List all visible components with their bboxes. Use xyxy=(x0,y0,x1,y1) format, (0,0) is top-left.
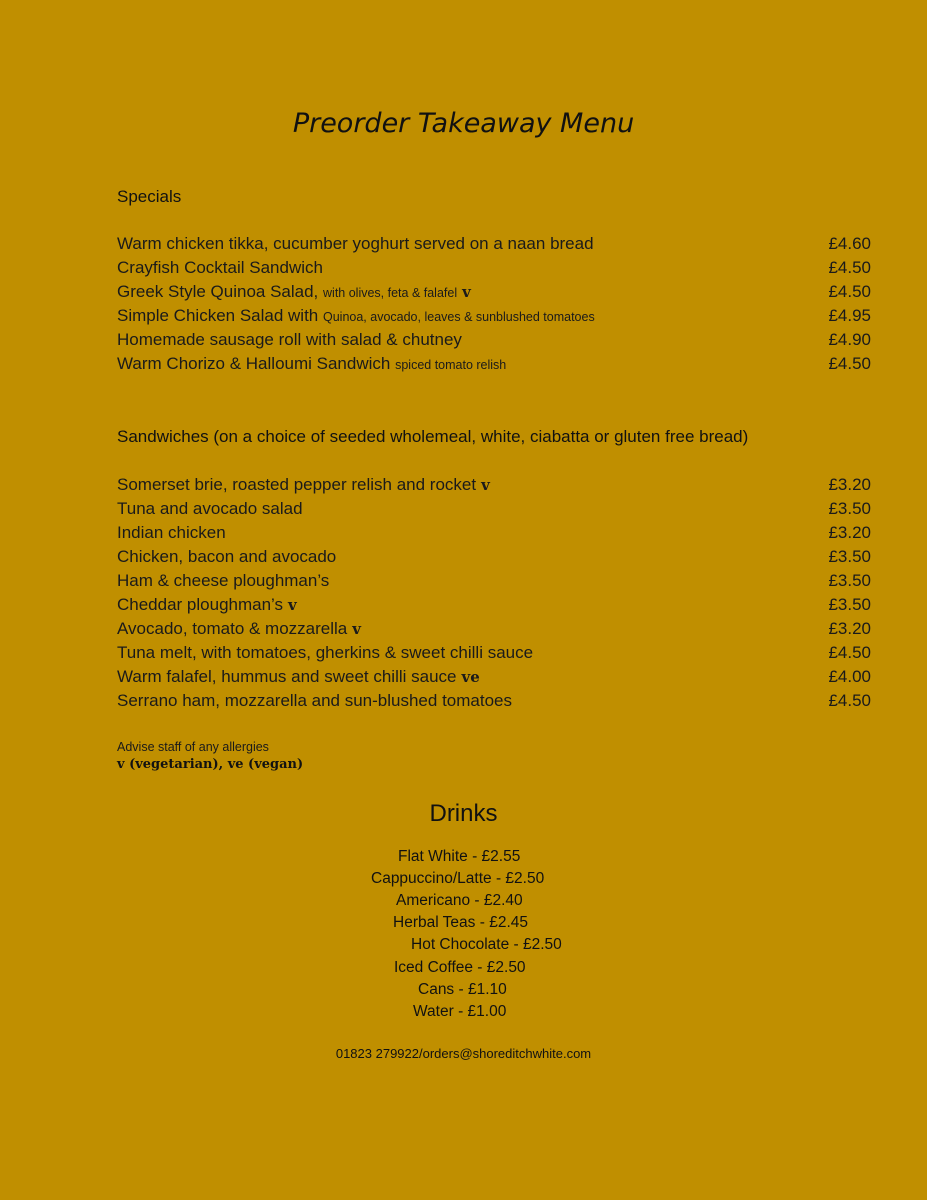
menu-item xyxy=(117,499,871,523)
sandwiches-list xyxy=(117,475,871,715)
menu-item xyxy=(117,571,871,595)
vegetarian-badge: v xyxy=(288,596,297,614)
item-price: £3.20 xyxy=(828,619,871,638)
contact-info: 01823 279922/orders@shoreditchwhite.com xyxy=(335,1046,592,1061)
dietary-key: v (vegetarian), ve (vegan) xyxy=(117,757,304,772)
drink-item: Flat White - £2.55 xyxy=(398,848,521,865)
specials-list xyxy=(117,234,871,378)
item-price: £4.95 xyxy=(828,306,871,325)
sandwiches-heading: Sandwiches (on a choice of seeded wholemeal, white, ciabatta or gluten free bread) xyxy=(117,427,749,446)
menu-item xyxy=(117,234,871,258)
item-price: £4.60 xyxy=(828,234,871,253)
menu-item xyxy=(117,619,871,643)
item-name: Warm chicken tikka, cucumber yoghurt served on a naan bread xyxy=(117,234,594,253)
item-price: £4.50 xyxy=(828,258,871,277)
menu-item xyxy=(117,667,871,691)
item-price: £3.50 xyxy=(828,595,871,614)
item-name: Greek Style Quinoa Salad, xyxy=(117,282,319,301)
menu-item xyxy=(117,547,871,571)
menu-item xyxy=(117,475,871,499)
item-price: £4.90 xyxy=(828,330,871,349)
menu-item xyxy=(117,354,871,378)
vegetarian-badge: v xyxy=(462,283,471,301)
item-name: Tuna and avocado salad xyxy=(117,499,303,518)
item-name: Crayfish Cocktail Sandwich xyxy=(117,258,323,277)
item-name: Ham & cheese ploughman’s xyxy=(117,571,330,590)
item-price: £4.50 xyxy=(828,354,871,373)
menu-item xyxy=(117,306,871,330)
item-name: Tuna melt, with tomatoes, gherkins & sweet chilli sauce xyxy=(117,643,534,662)
item-name: Serrano ham, mozzarella and sun-blushed tomatoes xyxy=(117,691,512,710)
item-name: Warm Chorizo & Halloumi Sandwich xyxy=(117,354,391,373)
drink-item: Herbal Teas - £2.45 xyxy=(393,914,528,931)
item-price: £4.50 xyxy=(828,691,871,710)
menu-item xyxy=(117,523,871,547)
item-description: spiced tomato relish xyxy=(395,358,507,372)
item-price: £3.50 xyxy=(828,547,871,566)
allergy-note: Advise staff of any allergies xyxy=(117,740,269,754)
item-name: Warm falafel, hummus and sweet chilli sauce xyxy=(117,667,457,686)
drink-item: Water - £1.00 xyxy=(413,1003,507,1020)
item-name: Indian chicken xyxy=(117,523,226,542)
menu-item xyxy=(117,282,871,306)
item-price: £3.20 xyxy=(828,475,871,494)
drink-item: Cappuccino/Latte - £2.50 xyxy=(371,870,545,887)
item-price: £3.50 xyxy=(828,499,871,518)
item-price: £3.50 xyxy=(828,571,871,590)
item-description: with olives, feta & falafel xyxy=(323,286,458,300)
item-price: £4.00 xyxy=(828,667,871,686)
menu-title: Preorder Takeaway Menu xyxy=(292,108,635,139)
item-name: Chicken, bacon and avocado xyxy=(117,547,337,566)
menu-item xyxy=(117,691,871,715)
item-name: Simple Chicken Salad with xyxy=(117,306,319,325)
specials-heading: Specials xyxy=(117,187,182,206)
item-price: £4.50 xyxy=(828,282,871,301)
item-price: £3.20 xyxy=(828,523,871,542)
menu-item xyxy=(117,258,871,282)
item-name: Somerset brie, roasted pepper relish and rocket xyxy=(117,475,477,494)
vegetarian-badge: v xyxy=(352,620,361,638)
drink-item: Cans - £1.10 xyxy=(418,981,507,998)
vegetarian-badge: v xyxy=(481,476,490,494)
item-price: £4.50 xyxy=(828,643,871,662)
menu-item xyxy=(117,330,871,354)
drink-item: Americano - £2.40 xyxy=(396,892,523,909)
item-name: Homemade sausage roll with salad & chutney xyxy=(117,330,462,349)
drinks-heading: Drinks xyxy=(429,800,498,827)
item-name: Cheddar ploughman’s xyxy=(117,595,284,614)
drink-item: Hot Chocolate - £2.50 xyxy=(411,936,562,953)
drink-item: Iced Coffee - £2.50 xyxy=(394,959,526,976)
item-description: Quinoa, avocado, leaves & sunblushed tomatoes xyxy=(323,310,595,324)
menu-item xyxy=(117,643,871,667)
item-name: Avocado, tomato & mozzarella xyxy=(117,619,348,638)
menu-item xyxy=(117,595,871,619)
vegan-badge: ve xyxy=(461,668,480,686)
